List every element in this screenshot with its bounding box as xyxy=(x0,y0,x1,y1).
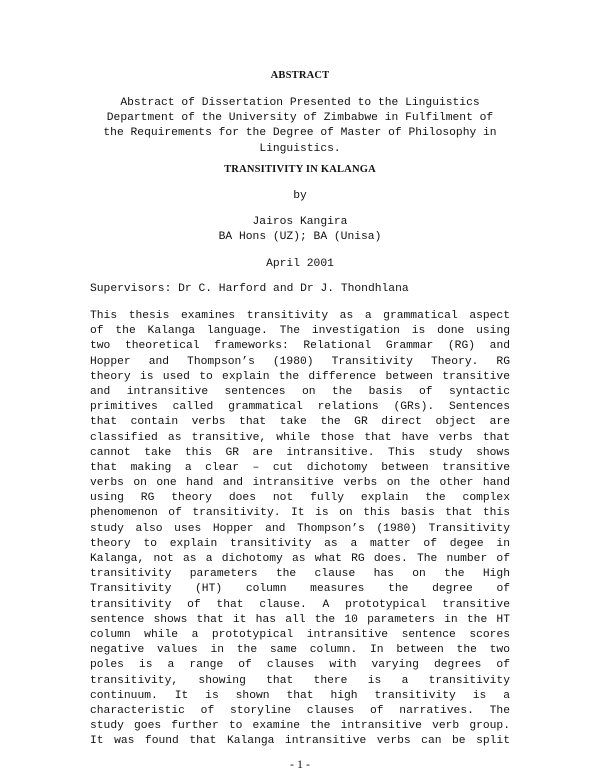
body-line: sentence shows that it has all the 10 parameters in the HT xyxy=(90,613,510,626)
body-line: two theoretical frameworks: Relational Grammar (RG) and xyxy=(90,340,510,353)
body-line: study goes further to examine the intransitive verb group. xyxy=(90,720,510,733)
body-line: characteristic of storyline clauses of narratives. The xyxy=(90,704,510,717)
abstract-heading: ABSTRACT xyxy=(270,70,330,81)
body-line: cannot take this GR are intransitive. This study shows xyxy=(90,446,510,459)
body-line: transitivity, showing that there is a transitivity xyxy=(90,674,510,687)
body-line: Kalanga, not as a dichotomy as what RG does. The number of xyxy=(90,553,510,565)
abstract-body xyxy=(90,309,510,749)
body-line: poles is a range of clauses with varying degrees of xyxy=(90,659,510,672)
intro-line: Abstract of Dissertation Presented to the Linguistics xyxy=(120,97,480,109)
intro-paragraph xyxy=(90,96,510,157)
body-line: verbs on one hand and intransitive verbs on the other hand xyxy=(90,477,510,490)
body-line: transitivity of that clause. A prototypical transitive xyxy=(90,598,510,611)
body-line: phenomenon of transitivity. It is on this basis that this xyxy=(90,507,510,520)
body-line: of the Kalanga language. The investigation is done using xyxy=(90,325,510,338)
body-line: transitivity parameters the clause has on the High xyxy=(90,568,510,581)
body-line: It was found that Kalanga intransitive verbs can be split xyxy=(90,735,510,748)
body-line: that contain verbs that take the GR direct object are xyxy=(90,416,510,429)
body-line: negative values in the same column. In between the two xyxy=(90,644,510,657)
body-line: study also uses Hopper and Thompson’s (1980) Transitivity xyxy=(90,522,510,535)
author-degrees: BA Hons (UZ); BA (Unisa) xyxy=(218,231,382,244)
intro-line: Department of the University of Zimbabwe in Fulfilment of xyxy=(106,112,494,125)
author-block xyxy=(90,215,510,245)
body-line: Hopper and Thompson’s (1980) Transitivity Theory. RG xyxy=(90,355,510,368)
date: April 2001 xyxy=(266,258,334,270)
author-name: Jairos Kangira xyxy=(252,216,348,228)
body-line: This thesis examines transitivity as a grammatical aspect xyxy=(90,310,510,322)
thesis-title: TRANSITIVITY IN KALANGA xyxy=(224,164,376,175)
body-line: Transitivity (HT) column measures the degree of xyxy=(90,583,510,596)
page-number: - 1 - xyxy=(290,757,310,771)
intro-line: the Requirements for the Degree of Master of Philosophy in xyxy=(103,127,497,140)
body-line: theory is used to explain the difference between transitive xyxy=(90,370,510,383)
by-line: by xyxy=(293,190,307,202)
body-line: column while a prototypical intransitive sentence scores xyxy=(90,628,510,641)
body-line: theory to explain transitivity as a matter of degee in xyxy=(90,537,510,550)
supervisors: Supervisors: Dr C. Harford and Dr J. Thondhlana xyxy=(90,283,409,295)
intro-line: Linguistics. xyxy=(259,142,341,155)
body-line: primitives called grammatical relations (GRs). Sentences xyxy=(90,401,510,414)
body-line: continuum. It is shown that high transitivity is a xyxy=(90,689,510,702)
body-line: and intransitive sentences on the basis of syntactic xyxy=(90,385,510,398)
body-line: using RG theory does not fully explain the complex xyxy=(90,492,510,505)
body-line: that making a clear – cut dichotomy between transitive xyxy=(90,461,510,474)
body-line: classified as transitive, while those that have verbs that xyxy=(90,431,510,444)
